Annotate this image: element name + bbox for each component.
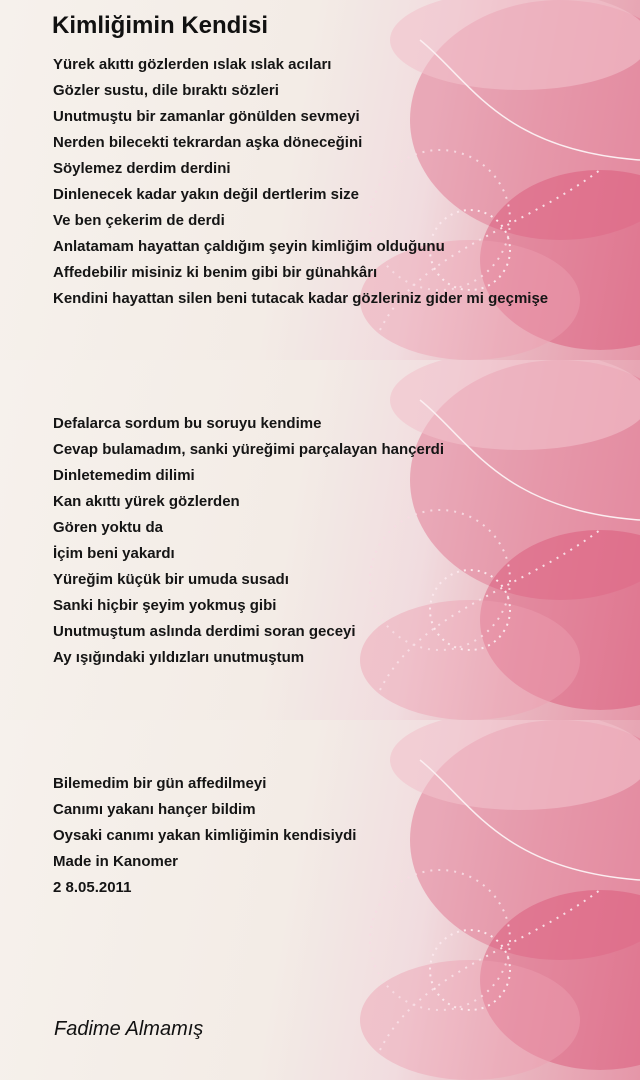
poem-line: Ve ben çekerim de derdi — [53, 212, 225, 229]
stanza-1 — [53, 52, 548, 312]
poem-title: Kimliğimin Kendisi — [52, 12, 269, 39]
poem-line: Dinletemedim dilimi — [53, 467, 195, 484]
poem-line: Dinlenecek kadar yakın değil dertlerim size — [53, 186, 359, 203]
poem-line: Söylemez derdim derdini — [53, 160, 231, 177]
poem-line: Yüreğim küçük bir umuda susadı — [53, 571, 289, 588]
poem-author: Fadime Almamış — [54, 1018, 204, 1040]
poem-line: Yürek akıttı gözlerden ıslak ıslak acıları — [53, 56, 332, 73]
poem-line: Bilemedim bir gün affedilmeyi — [53, 775, 267, 792]
poem-line: Sanki hiçbir şeyim yokmuş gibi — [53, 597, 277, 614]
poem-line: Oysaki canımı yakan kimliğimin kendisiydi — [53, 827, 357, 844]
poem-line: Defalarca sordum bu soruyu kendime — [53, 415, 322, 432]
poem-line: Gözler sustu, dile bıraktı sözleri — [53, 82, 279, 99]
poem-line: Gören yoktu da — [53, 519, 164, 536]
poem-line: Unutmuştum aslında derdimi soran geceyi — [53, 623, 356, 640]
poem-line: Affedebilir misiniz ki benim gibi bir günahkârı — [53, 264, 378, 281]
poem-line: Nerden bilecekti tekrardan aşka döneceğini — [53, 134, 363, 151]
poem-line: Anlatamam hayattan çaldığım şeyin kimliğim olduğunu — [53, 238, 445, 255]
poem-line: Canımı yakanı hançer bildim — [53, 801, 256, 818]
poem-line: 2 8.05.2011 — [53, 879, 132, 896]
poem-line: Ay ışığındaki yıldızları unutmuştum — [53, 649, 305, 666]
poem-line: Made in Kanomer — [53, 853, 179, 870]
poem-line: Kendini hayattan silen beni tutacak kadar gözleriniz gider mi geçmişe — [53, 290, 549, 307]
poem-line: İçim beni yakardı — [53, 545, 175, 562]
stanza-3 — [53, 771, 356, 901]
poem-line: Unutmuştu bir zamanlar gönülden sevmeyi — [53, 108, 360, 125]
poem-line: Kan akıttı yürek gözlerden — [53, 493, 240, 510]
stanza-2 — [53, 411, 444, 671]
poem-line: Cevap bulamadım, sanki yüreğimi parçalayan hançerdi — [53, 441, 444, 458]
